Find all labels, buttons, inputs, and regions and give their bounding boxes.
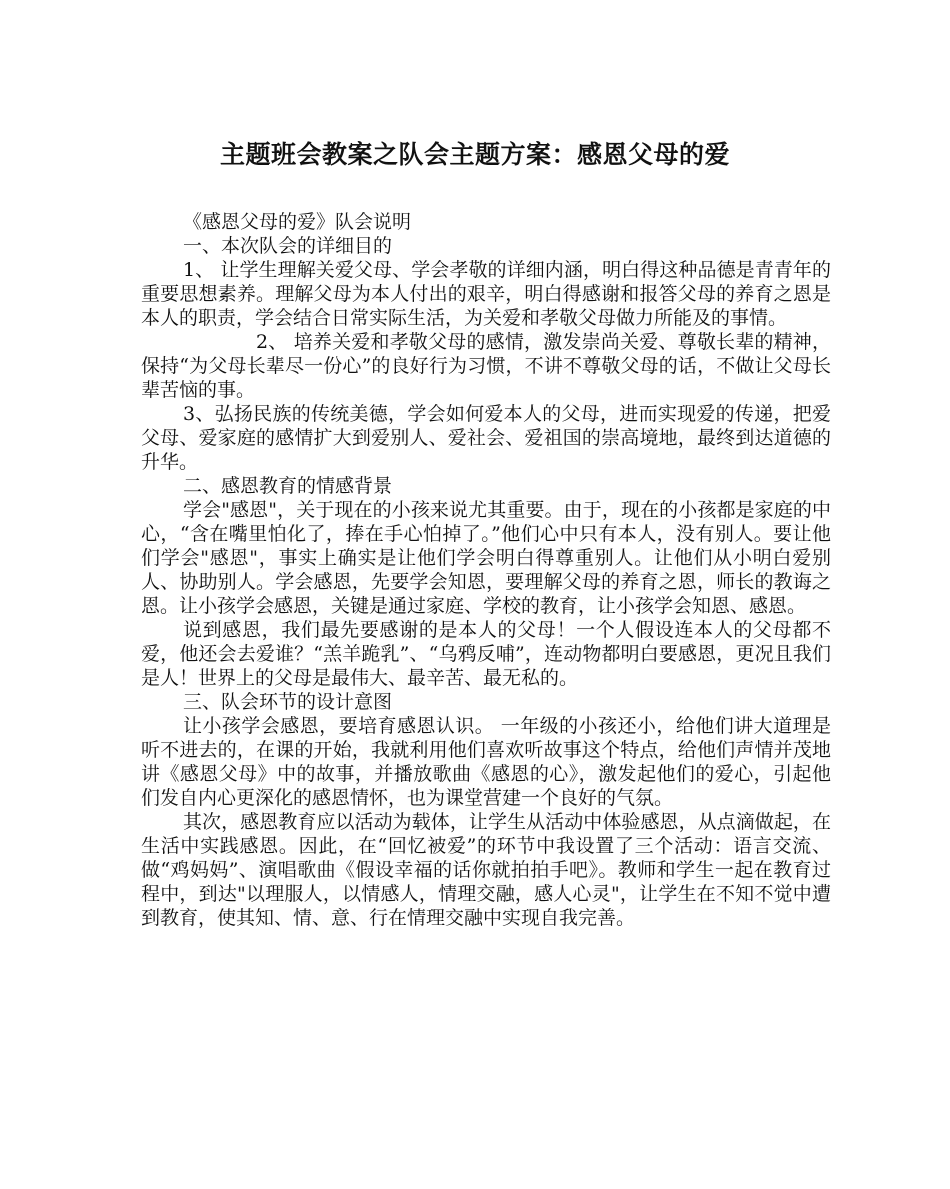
section-heading-1: 一、本次队会的详细目的 <box>183 235 393 257</box>
document-title: 主题班会教案之队会主题方案：感恩父母的爱 <box>219 140 730 169</box>
paragraph-goal-1: 1、 让学生理解关爱父母、学会孝敬的详细内涵，明白得这种品德是青青年的重要思想素养。理解父母为本人付出的艰辛，明白得感谢和报答父母的养育之恩是本人的职责，学会结合日常实际生活，为关爱和孝敬父母做力所能及的事情。 <box>141 259 831 329</box>
document-body <box>141 210 831 930</box>
paragraph-goal-3: 3、弘扬民族的传统美德，学会如何爱本人的父母，进而实现爱的传递，把爱父母、爱家庭的感情扩大到爱别人、爱社会、爱祖国的崇高境地，最终到达道德的升华。 <box>141 403 831 473</box>
paragraph-background-2: 说到感恩，我们最先要感谢的是本人的父母！一个人假设连本人的父母都不爱，他还会去爱谁？“羔羊跪乳”、“乌鸦反哺”，连动物都明白要感恩，更况且我们是人！世界上的父母是最伟大、最辛苦、最无私的。 <box>141 619 831 689</box>
paragraph-design-1: 让小孩学会感恩，要培育感恩认识。 一年级的小孩还小，给他们讲大道理是听不进去的，在课的开始，我就利用他们喜欢听故事这个特点，给他们声情并茂地讲《感恩父母》中的故事，并播放歌曲《感恩的心》，激发起他们的爱心，引起他们发自内心更深化的感恩情怀，也为课堂营建一个良好的气氛。 <box>141 715 831 809</box>
heading-explanation: 《感恩父母的爱》队会说明 <box>183 211 412 233</box>
paragraph-design-2: 其次，感恩教育应以活动为载体，让学生从活动中体验感恩，从点滴做起，在生活中实践感恩。因此，在“回忆被爱”的环节中我设置了三个活动：语言交流、做“鸡妈妈”、演唱歌曲《假设幸福的话你就拍拍手吧》。教师和学生一起在教育过程中，到达"以理服人，以情感人，情理交融，感人心灵"，让学生在不知不觉中遭到教育，使其知、情、意、行在情理交融中实现自我完善。 <box>141 811 831 929</box>
section-heading-2: 二、感恩教育的情感背景 <box>183 475 393 497</box>
paragraph-goal-2: 2、 培养关爱和孝敬父母的感情，激发崇尚关爱、尊敬长辈的精神，保持“为父母长辈尽一份心”的良好行为习惯，不讲不尊敬父母的话，不做让父母长辈苦恼的事。 <box>141 331 831 401</box>
section-heading-3: 三、队会环节的设计意图 <box>183 691 393 713</box>
paragraph-background-1: 学会"感恩"，关于现在的小孩来说尤其重要。由于，现在的小孩都是家庭的中心，“含在嘴里怕化了，捧在手心怕掉了。”他们心中只有本人，没有别人。要让他们学会"感恩"，事实上确实是让他们学会明白得尊重别人。让他们从小明白爱别人、协助别人。学会感恩，先要学会知恩，要理解父母的养育之恩，师长的教诲之恩。让小孩学会感恩，关键是通过家庭、学校的教育，让小孩学会知恩、感恩。 <box>141 499 831 617</box>
